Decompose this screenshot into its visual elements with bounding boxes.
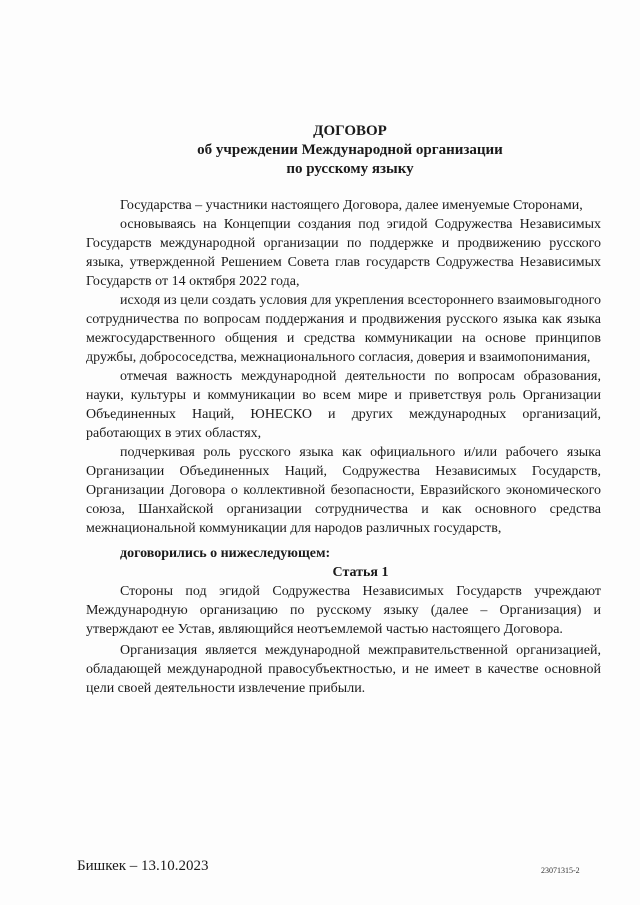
title-line-3: по русскому языку	[286, 161, 414, 177]
preamble-paragraph-1: Государства – участники настоящего Договора, далее именуемые Сторонами,	[120, 198, 583, 213]
preamble-paragraph-2: основываясь на Концепции создания под эгидой Содружества Независимых Государств международной организации по поддержке и продвижению русского языка, утвержденной Решением Совета глав государств Содружества Независимых Государств от 14 октября 2022 года,	[86, 217, 601, 289]
article-1-heading: Статья 1	[332, 565, 389, 580]
preamble-paragraph-3: исходя из цели создать условия для укрепления всестороннего взаимовыгодного сотрудничества по вопросам поддержания и продвижения русского языка как языка межгосударственного общения и средства коммуникации на основе принципов дружбы, добрососедства, межнационального согласия, доверия и взаимопонимания,	[86, 293, 601, 365]
title-line-2: об учреждении Международной организации	[197, 142, 503, 158]
document-title	[0, 122, 640, 179]
title-line-1: ДОГОВОР	[313, 123, 387, 139]
preamble-paragraph-5: подчеркивая роль русского языка как официального и/или рабочего языка Организации Объединенных Наций, Содружества Независимых Государств, Организации Договора о коллективной безопасности, Евразийского экономического союза, Шанхайской организации сотрудничества и как основного средства межнациональной коммуникации для народов различных государств,	[86, 445, 601, 536]
agreed-statement: договорились о нижеследующем:	[120, 546, 331, 561]
preamble-paragraph-4: отмечая важность международной деятельности по вопросам образования, науки, культуры и коммуникации во всем мире и приветствуя роль Организации Объединенных Наций, ЮНЕСКО и других международных организаций, работающих в этих областях,	[86, 369, 601, 441]
document-body	[86, 196, 601, 700]
article-1-paragraph-1: Стороны под эгидой Содружества Независимых Государств учреждают Международную организацию по русскому языку (далее – Организация) и утверждают ее Устав, являющийся неотъемлемой частью настоящего Договора.	[86, 584, 601, 637]
footer-place-date: Бишкек – 13.10.2023	[77, 858, 209, 874]
article-1-paragraph-2: Организация является международной межправительственной организацией, обладающей международной правосубъектностью, и не имеет в качестве основной цели своей деятельности извлечение прибыли.	[86, 643, 601, 696]
footer-document-code: 23071315-2	[541, 866, 580, 875]
